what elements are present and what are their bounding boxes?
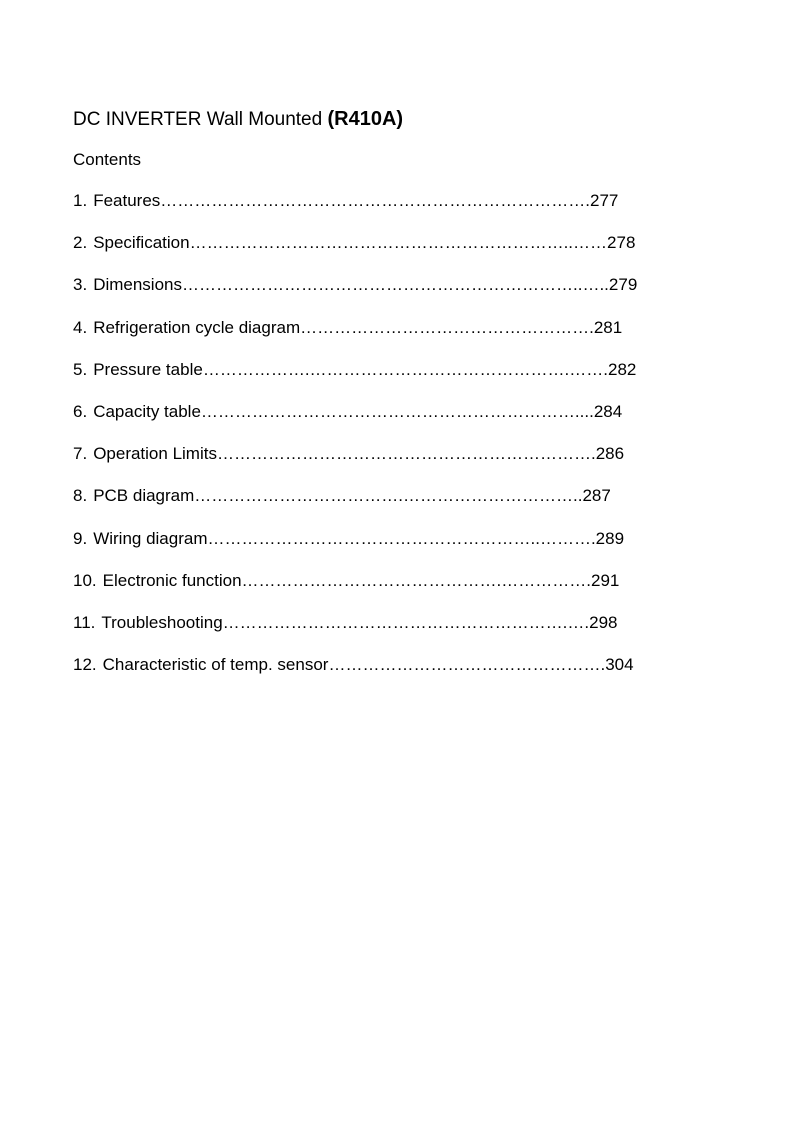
toc-entry-number: 11. bbox=[73, 612, 96, 632]
toc-entry bbox=[73, 359, 637, 401]
toc-entry-number: 10. bbox=[73, 570, 97, 590]
toc-entry-page: 282 bbox=[607, 359, 637, 379]
toc-entry bbox=[73, 274, 637, 316]
toc-entry-leader: ………………………………………………………….... bbox=[200, 401, 594, 421]
toc-entry-label: Capacity table bbox=[93, 401, 201, 421]
toc-entry bbox=[73, 570, 637, 612]
toc-entry bbox=[73, 317, 637, 359]
toc-entry-label: Dimensions bbox=[93, 275, 182, 295]
toc-entry-number: 9. bbox=[73, 528, 88, 548]
toc-entry-leader: …………………………………………………..………. bbox=[207, 528, 596, 548]
toc-entry-number: 2. bbox=[73, 233, 88, 253]
toc-entry-label: Troubleshooting bbox=[101, 612, 223, 632]
toc-entry-label: Features bbox=[93, 191, 161, 210]
toc-entry-page: 304 bbox=[605, 655, 634, 675]
title-bold: (R410A) bbox=[327, 108, 404, 130]
toc-entry bbox=[73, 485, 637, 527]
toc-entry-label: Wiring diagram bbox=[93, 528, 208, 548]
toc-entry-page: 287 bbox=[582, 486, 611, 506]
toc-entry-number: 1. bbox=[73, 191, 88, 210]
toc-entry-leader: ……………………………………….……………. bbox=[241, 570, 591, 590]
document-title bbox=[73, 106, 403, 133]
toc-entry bbox=[73, 654, 637, 696]
toc-entry-leader: ……………………………….………………………….. bbox=[194, 486, 583, 506]
toc-entry-leader: ……………….……………………………………….……. bbox=[202, 359, 608, 379]
toc-entry bbox=[73, 190, 637, 232]
toc-entry-leader: ……………………………………………………………..….. bbox=[182, 275, 609, 295]
toc-entry bbox=[73, 612, 637, 654]
toc-entry-leader: …………………………………………………………. bbox=[216, 444, 596, 464]
toc-entry-leader: …………………………………………. bbox=[328, 655, 606, 675]
toc-entry-label: Operation Limits bbox=[93, 444, 217, 464]
toc-entry-leader: …………………………………………………….…. bbox=[222, 612, 590, 632]
toc-entry-label: Pressure table bbox=[93, 359, 203, 379]
toc-entry bbox=[73, 443, 637, 485]
toc-entry bbox=[73, 401, 637, 443]
toc-entry-number: 12. bbox=[73, 655, 97, 675]
toc-entry-leader: …………………………………………………………………. bbox=[160, 191, 591, 210]
title-regular: DC INVERTER Wall Mounted bbox=[73, 109, 328, 130]
toc-entry-page: 286 bbox=[595, 444, 625, 464]
toc-entry-label: Specification bbox=[93, 233, 190, 253]
toc-entry-label: PCB diagram bbox=[93, 486, 195, 506]
toc-entry-page: 298 bbox=[589, 612, 618, 632]
toc-entry-number: 6. bbox=[73, 401, 88, 421]
toc-entry-leader: ……………………………………………. bbox=[300, 317, 594, 337]
toc-entry-number: 3. bbox=[73, 275, 88, 295]
table-of-contents bbox=[73, 190, 637, 696]
toc-entry-page: 291 bbox=[591, 570, 620, 590]
toc-entry-page: 277 bbox=[590, 191, 619, 210]
toc-entry-page: 289 bbox=[595, 528, 625, 548]
toc-entry-number: 8. bbox=[73, 486, 88, 506]
toc-entry bbox=[73, 232, 637, 274]
toc-entry-number: 7. bbox=[73, 444, 88, 464]
toc-entry-page: 284 bbox=[593, 401, 623, 421]
toc-entry-leader: …………………………………………………………..…… bbox=[189, 233, 608, 253]
contents-heading: Contents bbox=[73, 150, 142, 169]
toc-entry-number: 4. bbox=[73, 317, 88, 337]
toc-entry bbox=[73, 528, 637, 570]
toc-entry-label: Electronic function bbox=[102, 570, 242, 590]
toc-entry-page: 281 bbox=[593, 317, 623, 337]
toc-entry-label: Refrigeration cycle diagram bbox=[93, 317, 301, 337]
toc-entry-page: 278 bbox=[607, 233, 636, 253]
toc-entry-number: 5. bbox=[73, 359, 88, 379]
toc-entry-label: Characteristic of temp. sensor bbox=[102, 655, 329, 675]
toc-entry-page: 279 bbox=[608, 275, 638, 295]
